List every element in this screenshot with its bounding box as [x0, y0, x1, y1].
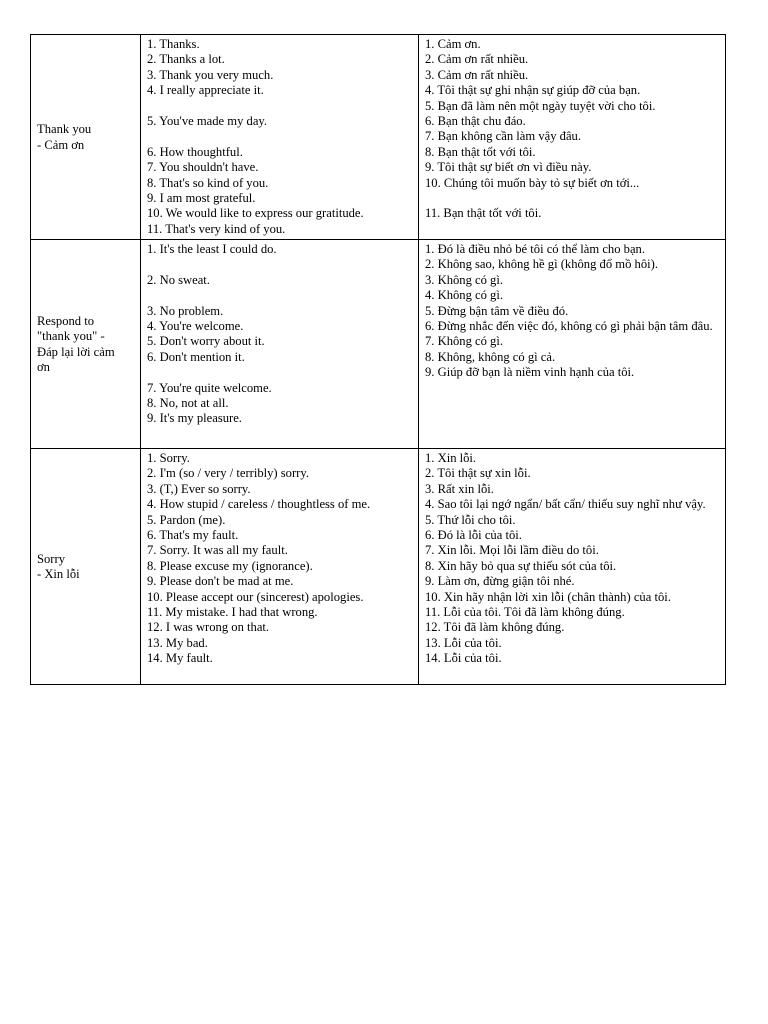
category-label: Respond to [37, 313, 95, 328]
vietnamese-phrase: 1. Xin lỗi. [425, 451, 477, 465]
english-phrase: 13. My bad. [147, 635, 208, 650]
english-phrase: 5. You've made my day. [147, 114, 268, 129]
vietnamese-phrase: 4. Tôi thật sự ghi nhận sự giúp đỡ của bạn. [425, 83, 641, 98]
vietnamese-phrase: 4. Không có gì. [425, 288, 504, 303]
english-phrase [147, 99, 414, 114]
vietnamese-phrase: 8. Bạn thật tốt với tôi. [425, 144, 536, 159]
english-phrase: 7. You shouldn't have. [147, 160, 259, 175]
english-phrase: 8. No, not at all. [147, 396, 229, 411]
vietnamese-phrase: 2. Không sao, không hề gì (không đổ mồ hôi). [425, 257, 658, 272]
vietnamese-phrases-cell [419, 35, 726, 240]
english-phrase: 2. Thanks a lot. [147, 52, 225, 67]
english-phrase [147, 129, 414, 144]
category-label: Thank you [37, 122, 92, 137]
english-phrase: 1. Thanks. [147, 37, 200, 51]
table-row-respond-thank-you [31, 240, 726, 449]
category-label: Đáp lại lời cảm [37, 344, 115, 359]
english-phrase: 1. It's the least I could do. [147, 242, 277, 256]
english-phrase [147, 257, 414, 272]
vietnamese-phrase: 10. Chúng tôi muốn bày tỏ sự biết ơn tới... [425, 175, 640, 190]
english-phrase: 11. My mistake. I had that wrong. [147, 605, 318, 620]
category-label: ơn [37, 359, 50, 374]
english-phrases-cell [141, 240, 419, 449]
category-label: Sorry [37, 551, 65, 566]
vietnamese-phrase: 14. Lỗi của tôi. [425, 651, 502, 666]
english-phrase: 4. I really appreciate it. [147, 83, 264, 98]
english-phrase: 1. Sorry. [147, 451, 190, 465]
english-phrase: 7. You're quite welcome. [147, 380, 272, 395]
vietnamese-phrase: 4. Sao tôi lại ngớ ngẩn/ bất cẩn/ thiếu suy nghĩ như vậy. [425, 497, 706, 512]
vietnamese-phrase: 8. Không, không có gì cả. [425, 349, 556, 364]
category-cell [31, 35, 141, 240]
english-phrase: 9. It's my pleasure. [147, 411, 242, 426]
english-phrase [147, 288, 414, 303]
category-label: "thank you" - [37, 329, 105, 344]
english-phrase: 3. No problem. [147, 303, 224, 318]
vietnamese-phrase: 8. Xin hãy bỏ qua sự thiếu sót của tôi. [425, 558, 617, 573]
english-phrase: 9. I am most grateful. [147, 191, 256, 206]
vietnamese-phrase: 10. Xin hãy nhận lời xin lỗi (chân thành) của tôi. [425, 589, 671, 604]
vietnamese-phrase: 7. Bạn không cần làm vậy đâu. [425, 129, 581, 144]
vietnamese-phrase: 11. Bạn thật tốt với tôi. [425, 206, 542, 221]
english-phrase: 2. I'm (so / very / terribly) sorry. [147, 466, 309, 481]
table-row-thank-you [31, 35, 726, 240]
english-phrase: 8. That's so kind of you. [147, 175, 269, 190]
table-row-sorry [31, 449, 726, 685]
english-phrase: 14. My fault. [147, 651, 213, 666]
english-phrase: 12. I was wrong on that. [147, 620, 270, 635]
phrase-table [30, 34, 726, 685]
category-cell [31, 240, 141, 449]
english-phrase: 2. No sweat. [147, 272, 210, 287]
vietnamese-phrase: 7. Không có gì. [425, 334, 504, 349]
english-phrase: 6. Don't mention it. [147, 349, 245, 364]
english-phrase: 7. Sorry. It was all my fault. [147, 543, 288, 558]
vietnamese-phrase: 7. Xin lỗi. Mọi lỗi lầm điều do tôi. [425, 543, 599, 558]
vietnamese-phrase: 12. Tôi đã làm không đúng. [425, 620, 565, 635]
vietnamese-phrase: 13. Lỗi của tôi. [425, 635, 502, 650]
vietnamese-phrase: 6. Bạn thật chu đáo. [425, 114, 526, 129]
english-phrase: 10. We would like to express our gratitude. [147, 206, 364, 221]
english-phrase: 6. That's my fault. [147, 528, 239, 543]
vietnamese-phrase: 3. Không có gì. [425, 272, 504, 287]
english-phrase: 3. (T,) Ever so sorry. [147, 481, 251, 496]
english-phrase: 4. How stupid / careless / thoughtless of me. [147, 497, 371, 512]
english-phrase: 10. Please accept our (sincerest) apologies. [147, 589, 364, 604]
vietnamese-phrases-cell [419, 449, 726, 685]
vietnamese-phrase: 1. Đó là điều nhỏ bé tôi có thể làm cho bạn. [425, 242, 645, 256]
vietnamese-phrase: 5. Bạn đã làm nên một ngày tuyệt vời cho tôi. [425, 98, 656, 113]
english-phrase: 5. Pardon (me). [147, 512, 226, 527]
english-phrase: 9. Please don't be mad at me. [147, 574, 294, 589]
vietnamese-phrase: 9. Tôi thật sự biết ơn vì điều này. [425, 160, 592, 175]
english-phrase: 8. Please excuse my (ignorance). [147, 558, 313, 573]
vietnamese-phrase: 2. Tôi thật sự xin lỗi. [425, 466, 531, 481]
vietnamese-phrase: 2. Cảm ơn rất nhiều. [425, 52, 529, 67]
english-phrases-cell [141, 449, 419, 685]
vietnamese-phrase: 6. Đừng nhắc đến việc đó, không có gì phải bận tâm đâu. [425, 319, 713, 334]
english-phrase: 5. Don't worry about it. [147, 334, 265, 349]
category-label: - Cảm ơn [37, 137, 85, 152]
english-phrase: 3. Thank you very much. [147, 67, 274, 82]
vietnamese-phrase: 3. Rất xin lỗi. [425, 481, 494, 496]
vietnamese-phrase: 9. Làm ơn, đừng giận tôi nhé. [425, 574, 575, 589]
vietnamese-phrase: 1. Cảm ơn. [425, 37, 481, 51]
vietnamese-phrase: 9. Giúp đỡ bạn là niềm vinh hạnh của tôi. [425, 365, 635, 380]
vietnamese-phrase: 3. Cảm ơn rất nhiều. [425, 67, 529, 82]
vietnamese-phrases-cell [419, 240, 726, 449]
vietnamese-phrase [425, 191, 721, 206]
vietnamese-phrase: 6. Đó là lỗi của tôi. [425, 528, 522, 543]
vietnamese-phrase: 5. Đừng bận tâm về điều đó. [425, 303, 569, 318]
category-label: - Xin lỗi [37, 567, 80, 581]
english-phrase: 4. You're welcome. [147, 319, 244, 333]
english-phrases-cell [141, 35, 419, 240]
vietnamese-phrase: 5. Thứ lỗi cho tôi. [425, 512, 516, 527]
english-phrase [147, 365, 414, 380]
vietnamese-phrase: 11. Lỗi của tôi. Tôi đã làm không đúng. [425, 605, 625, 620]
category-cell [31, 449, 141, 685]
english-phrase: 6. How thoughtful. [147, 144, 243, 159]
english-phrase: 11. That's very kind of you. [147, 221, 286, 236]
